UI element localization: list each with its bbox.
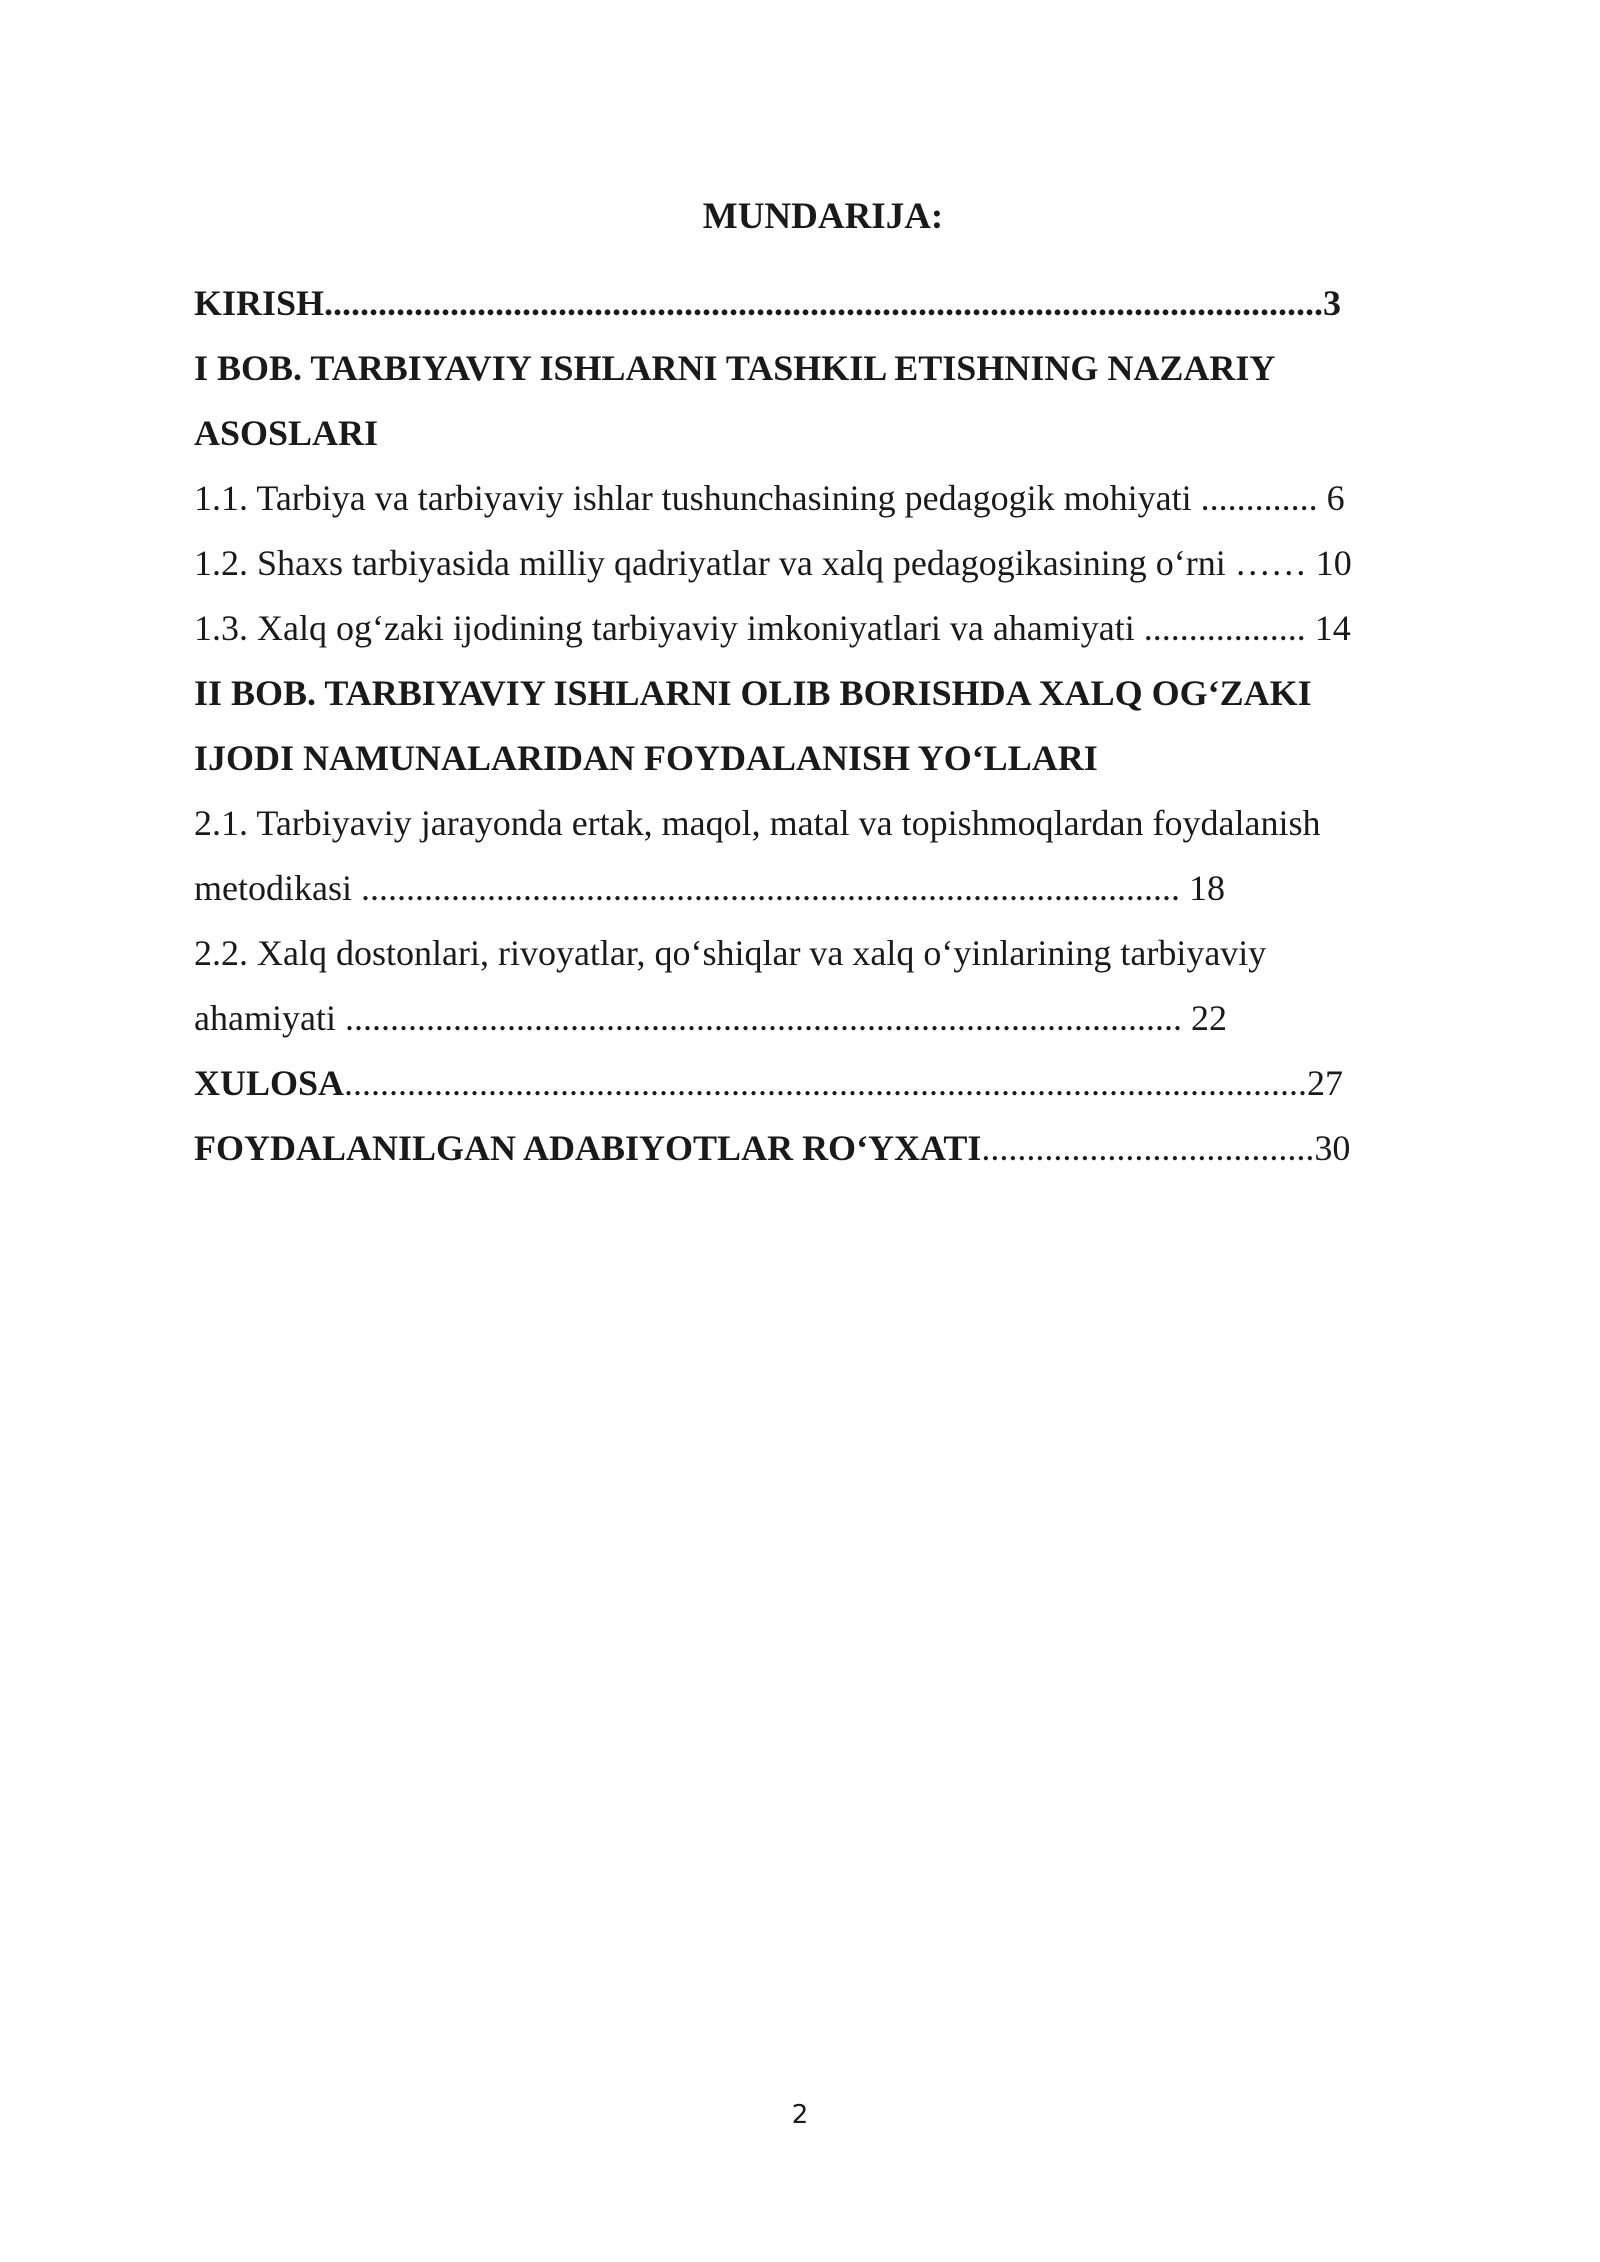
toc-chapter-2-heading[interactable] (194, 668, 1406, 733)
toc-entry-1-2[interactable] (194, 538, 1406, 603)
toc-entry-kirish[interactable] (194, 278, 1406, 343)
toc-entry-2-1[interactable] (194, 798, 1406, 863)
toc-leader: .................. (1134, 608, 1306, 648)
toc-page-number: 14 (1305, 608, 1351, 648)
toc-entry-text: XULOSA (194, 1063, 345, 1103)
toc-page-number: 18 (1179, 868, 1225, 908)
toc-page-number: 6 (1317, 478, 1345, 518)
toc-leader: ..................................... (981, 1128, 1315, 1168)
toc-entry-1-3[interactable] (194, 603, 1406, 668)
toc-entry-text: ASOSLARI (194, 413, 379, 453)
toc-page-number: 22 (1181, 998, 1227, 1038)
page-number: 2 (791, 2100, 809, 2130)
toc-page-number: 27 (1307, 1063, 1344, 1103)
toc-page-number: 3 (1323, 283, 1342, 323)
toc-chapter-1-heading[interactable] (194, 343, 1406, 408)
toc-entry-2-2-cont[interactable] (194, 993, 1406, 1058)
toc-page-number: 10 (1306, 543, 1352, 583)
toc-entry-xulosa[interactable] (194, 1058, 1406, 1123)
toc-entry-text: 2.2. Xalq dostonlari, rivoyatlar, qo‘shiqlar va xalq o‘yinlarining tarbiyaviy (194, 933, 1267, 973)
toc-title: MUNDARIJA: (702, 196, 944, 237)
toc-leader: ........................................................................................... (351, 868, 1180, 908)
toc-entry-text: KIRISH (194, 283, 325, 323)
toc-leader: …… (1225, 543, 1307, 583)
toc-entry-text: 1.2. Shaxs tarbiyasida milliy qadriyatlar va xalq pedagogikasining o‘rni (194, 543, 1226, 583)
table-of-contents (194, 278, 1406, 1188)
toc-entry-text: 1.3. Xalq og‘zaki ijodining tarbiyaviy imkoniyatlari va ahamiyati (194, 608, 1135, 648)
toc-entry-1-1[interactable] (194, 473, 1406, 538)
toc-entry-text: II BOB. TARBIYAVIY ISHLARNI OLIB BORISHDA XALQ OG‘ZAKI (194, 673, 1312, 713)
toc-entry-text: FOYDALANILGAN ADABIYOTLAR RO‘YXATI (194, 1128, 982, 1168)
toc-chapter-1-heading-cont[interactable] (194, 408, 1406, 473)
toc-entry-2-1-cont[interactable] (194, 863, 1406, 928)
toc-chapter-2-heading-cont[interactable] (194, 733, 1406, 798)
toc-leader: ............. (1191, 478, 1318, 518)
toc-entry-text: I BOB. TARBIYAVIY ISHLARNI TASHKIL ETISHNING NAZARIY (194, 348, 1276, 388)
toc-entry-text: IJODI NAMUNALARIDAN FOYDALANISH YO‘LLARI (194, 738, 1098, 778)
toc-page-number: 30 (1314, 1128, 1351, 1168)
toc-entry-text: 2.1. Tarbiyaviy jarayonda ertak, maqol, matal va topishmoqlardan foydalanish (194, 803, 1321, 843)
toc-entry-text: 1.1. Tarbiya va tarbiyaviy ishlar tushunchasining pedagogik mohiyati (194, 478, 1192, 518)
toc-entry-text: metodikasi (194, 868, 352, 908)
toc-leader: ............................................................................................. (335, 998, 1182, 1038)
toc-leader: ............................................................................................................... (324, 283, 1324, 323)
toc-leader: ........................................................................................................... (344, 1063, 1308, 1103)
toc-entry-references[interactable] (194, 1123, 1406, 1188)
toc-entry-text: ahamiyati (194, 998, 336, 1038)
toc-entry-2-2[interactable] (194, 928, 1406, 993)
